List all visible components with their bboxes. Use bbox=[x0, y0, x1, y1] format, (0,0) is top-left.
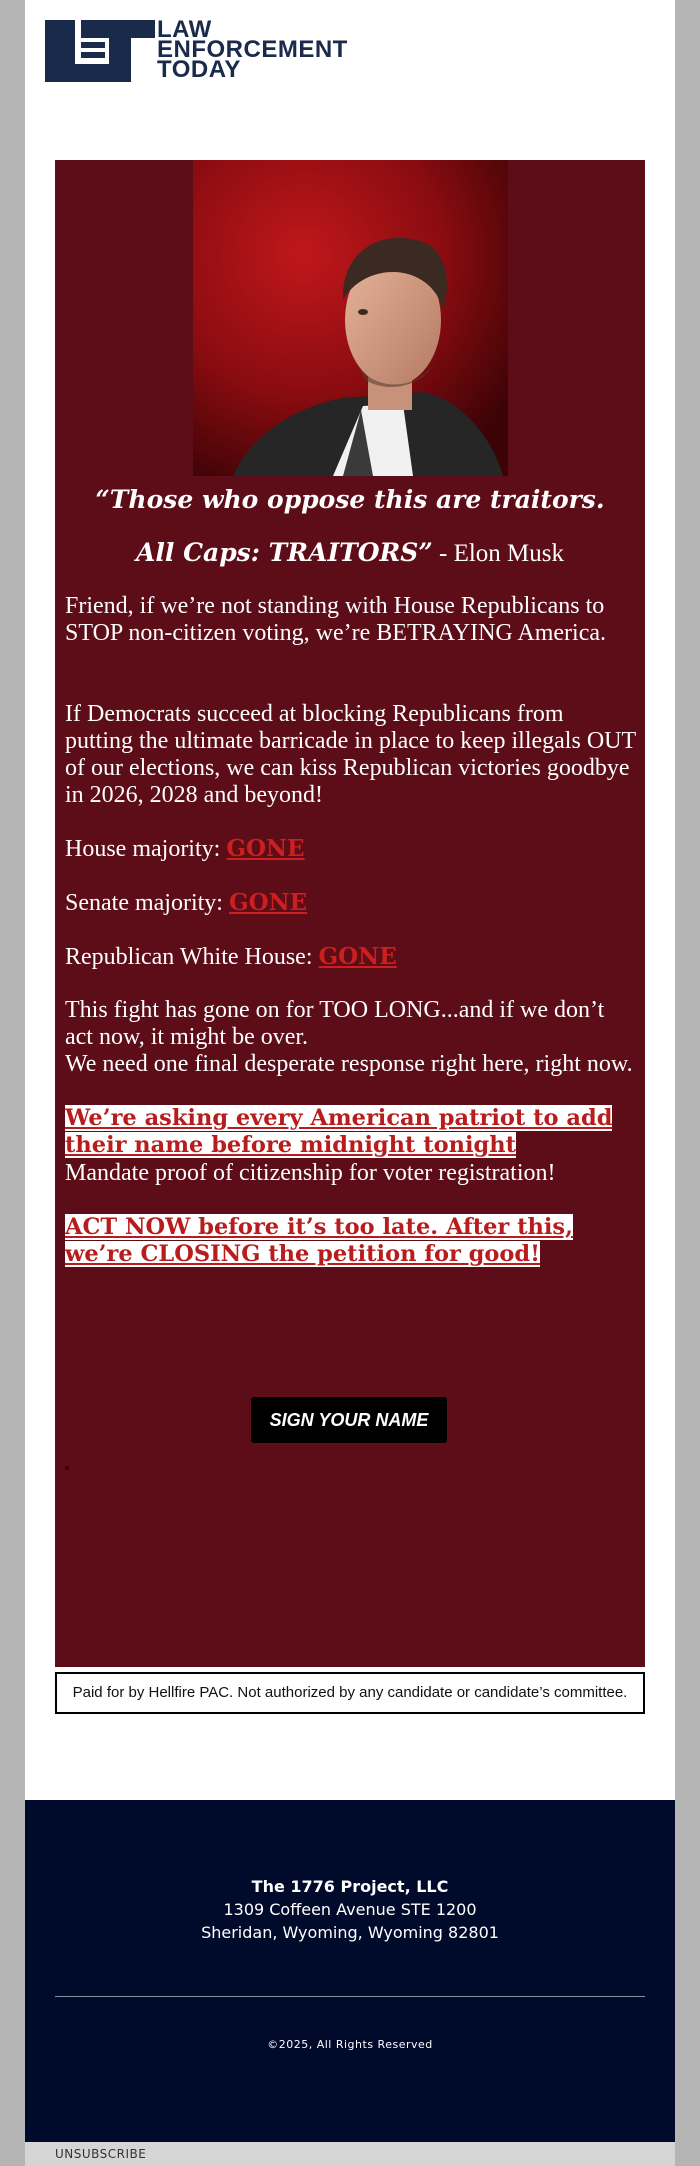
callout-act-now-link[interactable] bbox=[65, 1214, 637, 1268]
quote-text: All Caps: TRAITORS” bbox=[136, 538, 433, 567]
tracking-pixel bbox=[65, 1466, 69, 1470]
email-page bbox=[25, 0, 675, 2166]
petition-card bbox=[55, 160, 645, 1667]
house-majority-line bbox=[65, 835, 637, 863]
unsubscribe-link[interactable]: UNSUBSCRIBE bbox=[55, 2147, 147, 2161]
quote-line-1: “Those who oppose this are traitors. bbox=[95, 485, 605, 514]
logo-wordmark bbox=[157, 16, 348, 83]
house-majority-label: House majority: bbox=[65, 836, 227, 862]
footer-address-line-2: Sheridan, Wyoming, Wyoming 82801 bbox=[201, 1923, 499, 1942]
footer-divider bbox=[55, 1996, 645, 1997]
house-gone-link[interactable]: GONE bbox=[226, 835, 305, 862]
callout-add-name-link[interactable] bbox=[65, 1105, 637, 1159]
quote-attribution: - Elon Musk bbox=[432, 540, 564, 567]
callout-act-now-text: ACT NOW before it’s too late. After this, we’re CLOSING the petition for good! bbox=[65, 1214, 573, 1267]
footer-address-line-1: 1309 Coffeen Avenue STE 1200 bbox=[223, 1900, 477, 1919]
logo-line-3: TODAY bbox=[157, 56, 241, 83]
sign-your-name-button[interactable]: SIGN YOUR NAME bbox=[251, 1397, 447, 1443]
footer bbox=[25, 1800, 675, 2142]
paragraph-democrats: If Democrats succeed at blocking Republicans from putting the ultimate barricade in place to keep illegals OUT of our elections, we can kiss Republican victories goodbye in 2026, 2028 and beyond! bbox=[65, 701, 636, 808]
footer-copyright: ©2025, All Rights Reserved bbox=[267, 2038, 433, 2051]
paragraph-betraying: Friend, if we’re not standing with House Republicans to STOP non-citizen voting, we’re BETRAYING America. bbox=[65, 593, 607, 646]
logo-line-2: ENFORCEMENT bbox=[157, 36, 348, 63]
white-house-line bbox=[65, 943, 637, 971]
logo-line-1: LAW bbox=[157, 16, 212, 43]
paragraph-too-long: This fight has gone on for TOO LONG...and if we don’t act now, it might be over. bbox=[65, 997, 605, 1050]
elon-musk-photo bbox=[193, 160, 508, 476]
senate-gone-link[interactable]: GONE bbox=[228, 889, 308, 916]
callout-add-name-text: We’re asking every American patriot to add their name before midnight tonight bbox=[65, 1105, 613, 1158]
paid-for-disclaimer bbox=[55, 1672, 645, 1714]
quote-line-2 bbox=[65, 538, 635, 568]
senate-majority-line bbox=[65, 889, 637, 917]
paragraph-mandate: Mandate proof of citizenship for voter registration! bbox=[65, 1160, 556, 1186]
paragraph-final-response: We need one final desperate response right here, right now. bbox=[65, 1051, 633, 1077]
white-house-label: Republican White House: bbox=[65, 944, 319, 970]
law-enforcement-today-logo[interactable] bbox=[45, 16, 405, 83]
white-house-gone-link[interactable]: GONE bbox=[318, 943, 397, 970]
footer-org-name: The 1776 Project, LLC bbox=[251, 1877, 449, 1896]
disclaimer-text: Paid for by Hellfire PAC. Not authorized by any candidate or candidate’s committee. bbox=[72, 1684, 628, 1701]
senate-majority-label: Senate majority: bbox=[65, 890, 229, 916]
logo-mark-icon bbox=[45, 20, 155, 82]
unsubscribe-bar bbox=[25, 2142, 675, 2166]
